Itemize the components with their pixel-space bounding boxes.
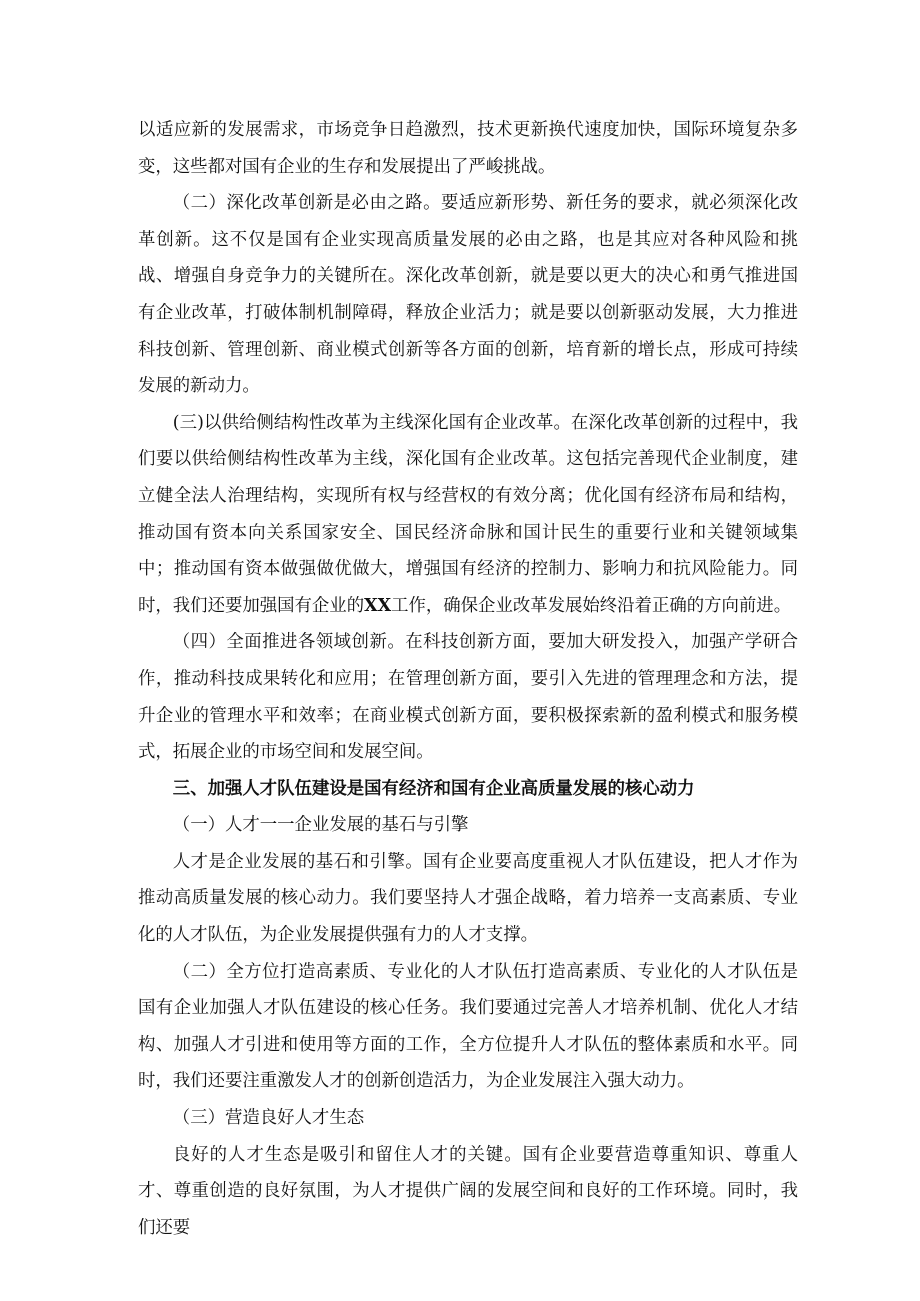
paragraph-innovation: （四）全面推进各领域创新。在科技创新方面，要加大研发投入，加强产学研合作，推动科技成果转化和应用；在管理创新方面，要引入先进的管理理念和方法，提升企业的管理水平和效率；在商业模式创新方面，要积极探索新的盈利模式和服务模式，拓展企业的市场空间和发展空间。 bbox=[138, 632, 798, 763]
paragraph-text-bold: XX bbox=[364, 595, 392, 616]
paragraph-talent-ecology: 良好的人才生态是吸引和留住人才的关键。国有企业要营造尊重知识、尊重人才、尊重创造的良好氛围，为人才提供广阔的发展空间和良好的工作环境。同时，我们还要 bbox=[138, 1144, 798, 1238]
paragraph-talent-foundation: 人才是企业发展的基石和引擎。国有企业要高度重视人才队伍建设，把人才作为推动高质量发展的核心动力。我们要坚持人才强企战略，着力培养一支高素质、专业化的人才队伍，为企业发展提供强有力的人才支撑。 bbox=[138, 851, 798, 946]
paragraph-supply-side-reform bbox=[138, 405, 798, 625]
document-page bbox=[138, 112, 798, 1246]
subheading-talent-ecology: （三）营造良好人才生态 bbox=[172, 1108, 365, 1129]
paragraph-talent-team: （二）全方位打造高素质、专业化的人才队伍打造高素质、专业化的人才队伍是国有企业加强人才队伍建设的核心任务。我们要通过完善人才培养机制、优化人才结构、加强人才引进和使用等方面的工作，全方位提升人才队伍的整体素质和水平。同时，我们还要注重激发人才的创新创造活力，为企业发展注入强大动力。 bbox=[138, 961, 798, 1092]
paragraph-intro-continued: 以适应新的发展需求，市场竞争日趋激烈，技术更新换代速度加快，国际环境复杂多变，这些都对国有企业的生存和发展提出了严峻挑战。 bbox=[138, 120, 798, 177]
paragraph-text-post: 工作，确保企业改革发展始终沿着正确的方向前进。 bbox=[391, 595, 792, 616]
subheading-talent-foundation: （一）人才一一企业发展的基石与引擎 bbox=[172, 815, 469, 836]
section-heading-talent: 三、加强人才队伍建设是国有经济和国有企业高质量发展的核心动力 bbox=[172, 778, 695, 799]
paragraph-text-pre: (三)以供给侧结构性改革为主线深化国有企业改革。在深化改革创新的过程中，我们要以供给侧结构性改革为主线，深化国有企业改革。这包括完善现代企业制度，建立健全法人治理结构，实现所有权与经营权的有效分离；优化国有经济布局和结构，推动国有资本向关系国家安全、国民经济命脉和国计民生的重要行业和关键领域集中；推动国有资本做强做优做大，增强国有经济的控制力、影响力和抗风险能力。同时，我们还要加强国有企业的 bbox=[138, 412, 798, 616]
paragraph-deepen-reform: （二）深化改革创新是必由之路。要适应新形势、新任务的要求，就必须深化改革创新。这不仅是国有企业实现高质量发展的必由之路，也是其应对各种风险和挑战、增强自身竞争力的关键所在。深化改革创新，就是要以更大的决心和勇气推进国有企业改革，打破体制机制障碍，释放企业活力；就是要以创新驱动发展，大力推进科技创新、管理创新、商业模式创新等各方面的创新，培育新的增长点，形成可持续发展的新动力。 bbox=[138, 193, 798, 397]
